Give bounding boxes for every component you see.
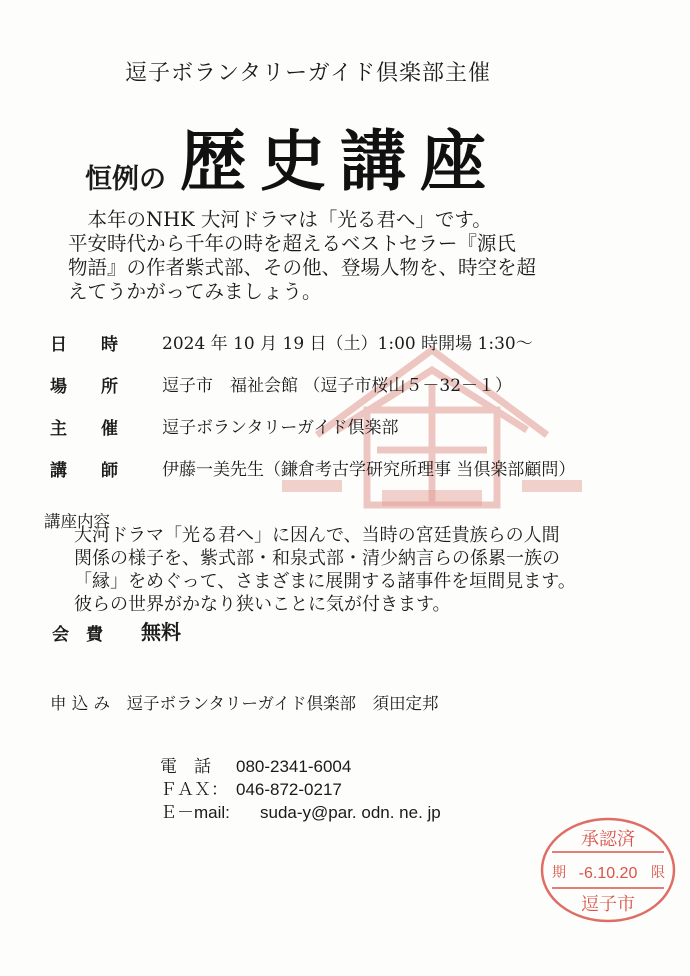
fax-label: ＦＡＸ： (160, 780, 228, 799)
host-label: 主 催 (50, 419, 118, 439)
stamp-date-text: -6.10.20 (578, 865, 638, 882)
stamp-right-text: 限 (651, 866, 665, 881)
intro-line: 本年のNHK 大河ドラマは「光る君へ」です。 (68, 208, 492, 231)
fee-label: 会 費 (52, 625, 103, 645)
event-subtitle: 恒例の (85, 164, 166, 195)
lecture-description (74, 524, 576, 616)
intro-line: 平安時代から千年の時を超えるベストセラー『源氏 (68, 232, 516, 255)
fee-value: 無料 (141, 620, 181, 644)
stamp-bottom-text: 逗子市 (581, 894, 635, 914)
organizer-heading: 逗子ボランタリーガイド倶楽部主催 (125, 61, 492, 86)
stamp-left-text: 期 (552, 866, 566, 881)
date-value: 2024 年 10 月 19 日（土）1:00 時開場 1:30～ (162, 334, 533, 354)
fax-row (160, 775, 342, 800)
host-value: 逗子ボランタリーガイド倶楽部 (162, 418, 399, 438)
email-row (160, 798, 441, 823)
approval-stamp (538, 815, 678, 925)
email-address: suda-y@par. odn. ne. jp (260, 803, 441, 822)
fax-number: 046-872-0217 (236, 780, 342, 799)
application-contact: 申 込 み 逗子ボランタリーガイド倶楽部 須田定邦 (50, 694, 439, 713)
stamp-top-text: 承認済 (581, 829, 635, 849)
lecture-line: 大河ドラマ「光る君へ」に因んで、当時の宮廷貴族らの人間 (74, 525, 560, 546)
lecturer-value: 伊藤一美先生（鎌倉考古学研究所理事 当倶楽部顧問） (162, 460, 576, 480)
phone-number: 080-2341-6004 (236, 757, 352, 776)
lecture-line: 「縁」をめぐって、さまざまに展開する諸事件を垣間見ます。 (74, 571, 576, 592)
lecture-line: 彼らの世界がかなり狭いことに気が付きます。 (74, 594, 451, 615)
date-label: 日 時 (50, 335, 118, 355)
lecture-heading: 講座内容 (44, 512, 110, 531)
intro-line: えてうかがってみましょう。 (68, 280, 322, 303)
event-title: 歴史講座 (180, 122, 500, 200)
place-label: 場 所 (50, 377, 118, 397)
lecture-line: 関係の様子を、紫式部・和泉式部・清少納言らの係累一族の (74, 548, 560, 569)
intro-paragraph (68, 208, 536, 304)
phone-row (160, 752, 351, 777)
lecturer-label: 講 師 (50, 461, 118, 481)
phone-label: 電 話 (160, 757, 211, 776)
intro-line: 物語』の作者紫式部、その他、登場人物を、時空を超 (68, 256, 537, 279)
email-label: Ｅ－mail: (160, 803, 230, 822)
place-value: 逗子市 福祉会館 （逗子市桜山５－32－１） (162, 376, 513, 396)
